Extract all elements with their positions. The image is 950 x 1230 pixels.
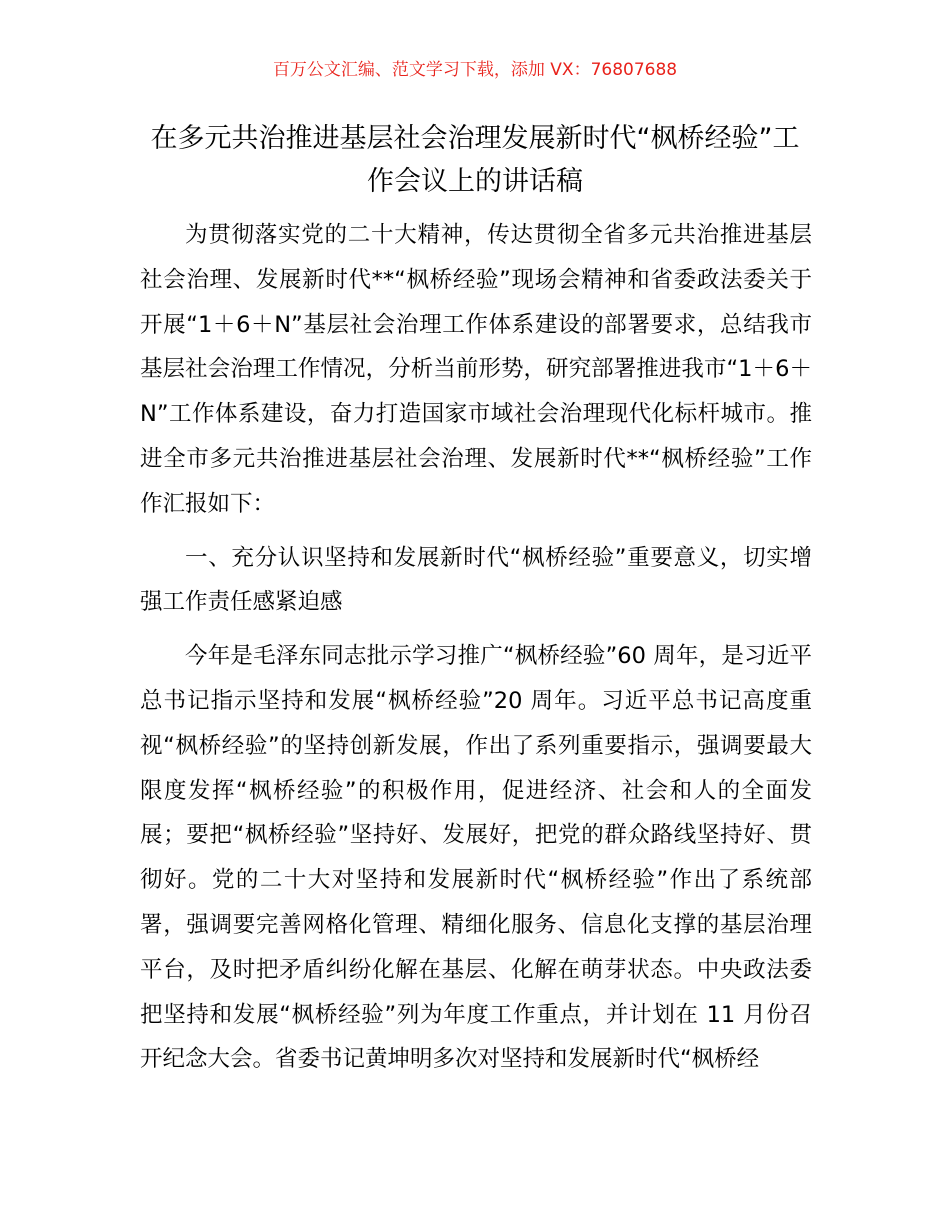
document-title: 在多元共治推进基层社会治理发展新时代“枫桥经验”工作会议上的讲话稿	[150, 123, 800, 197]
intro-paragraph: 为贯彻落实党的二十大精神，传达贯彻全省多元共治推进基层社会治理、发展新时代**“枫桥经验”现场会精神和省委政法委关于开展“1＋6＋N”基层社会治理工作体系建设的部署要求，总结我市基层社会治理工作情况，分析当前形势，研究部署推进我市“1＋6＋N”工作体系建设，奋力打造国家市域社会治理现代化标杆城市。推进全市多元共治推进基层社会治理、发展新时代**“枫桥经验”工作作汇报如下：	[140, 222, 812, 517]
document-body	[140, 213, 812, 1082]
section-heading: 一、充分认识坚持和发展新时代“枫桥经验”重要意义，切实增强工作责任感紧迫感	[140, 544, 812, 616]
body-paragraph: 今年是毛泽东同志批示学习推广“枫桥经验”60 周年，是习近平总书记指示坚持和发展“枫桥经验”20 周年。习近平总书记高度重视“枫桥经验”的坚持创新发展，作出了系列重要指示，强调要最大限度发挥“枫桥经验”的积极作用，促进经济、社会和人的全面发展；要把“枫桥经验”坚持好、发展好，把党的群众路线坚持好、贯彻好。党的二十大对坚持和发展新时代“枫桥经验”作出了系统部署，强调要完善网格化管理、精细化服务、信息化支撑的基层治理平台，及时把矛盾纠纷化解在基层、化解在萌芽状态。中央政法委把坚持和发展“枫桥经验”列为年度工作重点，并计划在 11 月份召开纪念大会。省委书记黄坤明多次对坚持和发展新时代“枫桥经	[140, 643, 812, 1073]
promo-header-line: 百万公文汇编、范文学习下载，添加 VX：76807688	[272, 60, 678, 80]
